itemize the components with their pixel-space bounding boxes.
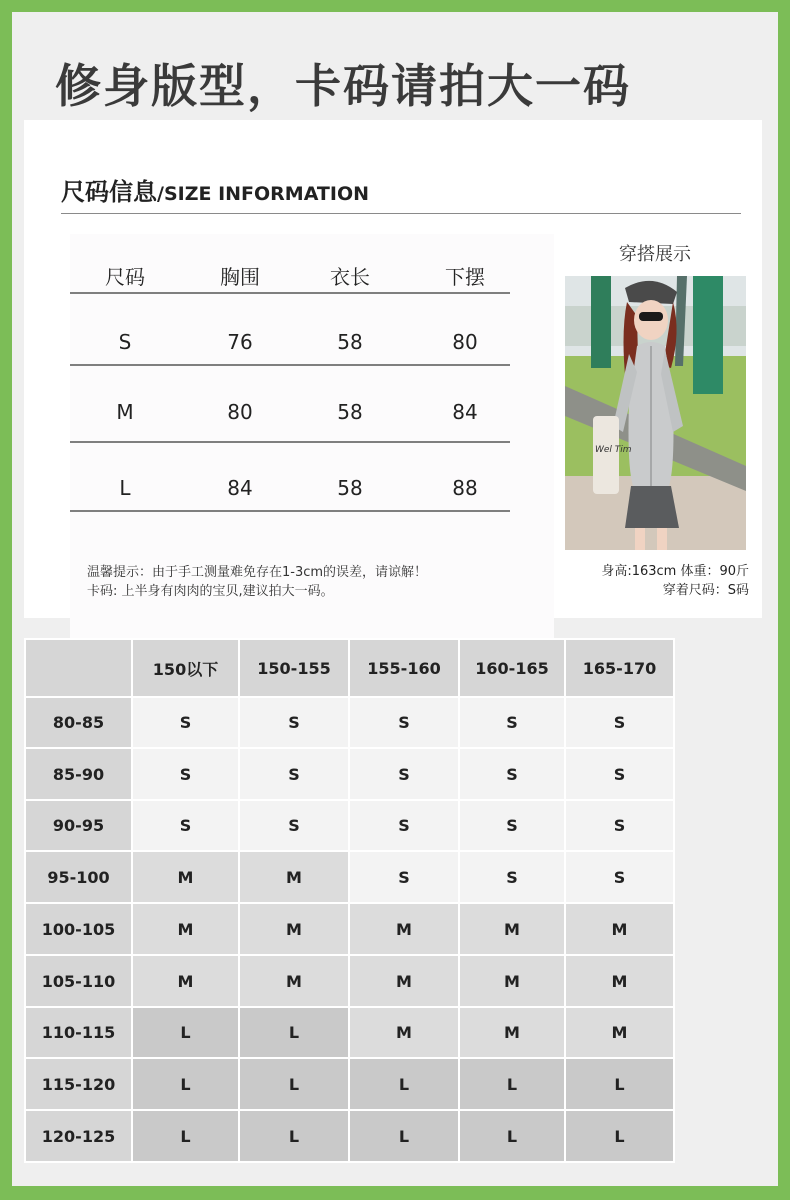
header-length: 衣长	[330, 265, 370, 289]
size-cell: M	[565, 1007, 674, 1058]
size-cell: M	[459, 1007, 565, 1058]
size-cell: M	[459, 955, 565, 1007]
size-cell: S	[565, 800, 674, 851]
weight-range: 110-115	[25, 1007, 132, 1058]
size-table-row	[25, 851, 674, 903]
weight-range: 120-125	[25, 1110, 132, 1162]
corner-cell	[25, 639, 132, 697]
row-length: 58	[337, 400, 363, 424]
table-rule	[70, 292, 510, 294]
table-rule	[70, 510, 510, 512]
height-header: 165-170	[565, 639, 674, 697]
size-cell: S	[239, 748, 349, 800]
size-table-body	[25, 639, 674, 1162]
size-cell: M	[239, 851, 349, 903]
size-cell: S	[459, 697, 565, 748]
height-header: 160-165	[459, 639, 565, 697]
height-header: 150以下	[132, 639, 239, 697]
note-advice: 卡码: 上半身有肉肉的宝贝,建议拍大一码。	[87, 584, 334, 599]
size-cell: M	[565, 903, 674, 955]
size-cell: M	[459, 903, 565, 955]
size-cell: L	[239, 1110, 349, 1162]
size-cell: M	[239, 955, 349, 1007]
size-cell: S	[349, 748, 459, 800]
size-cell: L	[349, 1110, 459, 1162]
section-title	[61, 172, 369, 207]
row-length: 58	[337, 476, 363, 500]
header-hem: 下摆	[445, 265, 485, 289]
size-cell: S	[459, 748, 565, 800]
size-cell: S	[349, 800, 459, 851]
weight-range: 85-90	[25, 748, 132, 800]
outfit-title: 穿搭展示	[619, 244, 691, 265]
size-cell: S	[459, 800, 565, 851]
size-table-row	[25, 955, 674, 1007]
size-cell: S	[349, 697, 459, 748]
size-table-row	[25, 1110, 674, 1162]
size-cell: L	[459, 1058, 565, 1110]
size-cell: L	[565, 1110, 674, 1162]
size-table-row	[25, 748, 674, 800]
row-chest: 84	[227, 476, 253, 500]
size-cell: L	[565, 1058, 674, 1110]
size-cell: M	[349, 903, 459, 955]
size-cell: S	[132, 800, 239, 851]
size-table-row	[25, 800, 674, 851]
model-illustration	[565, 276, 746, 550]
table-rule	[70, 441, 510, 443]
size-cell: M	[349, 1007, 459, 1058]
section-divider	[61, 213, 741, 214]
size-cell: L	[349, 1058, 459, 1110]
row-hem: 80	[452, 330, 478, 354]
size-cell: M	[349, 955, 459, 1007]
size-cell: S	[239, 800, 349, 851]
size-cell: S	[349, 851, 459, 903]
size-table-header-row	[25, 639, 674, 697]
size-cell: L	[132, 1058, 239, 1110]
row-size: L	[119, 476, 131, 500]
model-photo	[565, 276, 746, 550]
size-cell: S	[565, 697, 674, 748]
weight-range: 95-100	[25, 851, 132, 903]
weight-range: 100-105	[25, 903, 132, 955]
size-cell: M	[239, 903, 349, 955]
headline: 修身版型，卡码请拍大一码	[55, 59, 631, 113]
weight-range: 105-110	[25, 955, 132, 1007]
height-header: 155-160	[349, 639, 459, 697]
size-cell: L	[459, 1110, 565, 1162]
size-cell: L	[132, 1007, 239, 1058]
size-cell: M	[132, 955, 239, 1007]
header-size: 尺码	[105, 265, 145, 289]
model-stats: 身高:163cm 体重：90斤	[601, 564, 749, 579]
row-size: S	[118, 330, 132, 354]
weight-range: 80-85	[25, 697, 132, 748]
bag-text: Wel Tim	[595, 445, 632, 455]
note-tip: 温馨提示：由于手工测量难免存在1-3cm的误差，请谅解！	[87, 565, 428, 580]
size-table-row	[25, 1007, 674, 1058]
model-size-worn: 穿着尺码：S码	[662, 583, 749, 598]
size-cell: S	[132, 697, 239, 748]
row-hem: 84	[452, 400, 478, 424]
section-title-en: /SIZE INFORMATION	[157, 183, 370, 205]
size-note	[87, 563, 427, 601]
size-cell: S	[132, 748, 239, 800]
size-cell: S	[239, 697, 349, 748]
header-chest: 胸围	[220, 265, 260, 289]
model-caption	[569, 562, 749, 600]
height-header: 150-155	[239, 639, 349, 697]
table-rule	[70, 364, 510, 366]
row-chest: 76	[227, 330, 253, 354]
size-cell: L	[239, 1007, 349, 1058]
section-title-cn: 尺码信息	[61, 178, 157, 206]
size-cell: S	[459, 851, 565, 903]
weight-range: 115-120	[25, 1058, 132, 1110]
size-recommendation-table	[24, 638, 675, 1163]
size-cell: S	[565, 748, 674, 800]
row-chest: 80	[227, 400, 253, 424]
size-cell: M	[565, 955, 674, 1007]
row-size: M	[116, 400, 134, 424]
size-cell: M	[132, 903, 239, 955]
row-hem: 88	[452, 476, 478, 500]
size-table-row	[25, 1058, 674, 1110]
size-cell: S	[565, 851, 674, 903]
size-table-row	[25, 903, 674, 955]
size-cell: M	[132, 851, 239, 903]
size-cell: L	[239, 1058, 349, 1110]
size-table-row	[25, 697, 674, 748]
size-cell: L	[132, 1110, 239, 1162]
row-length: 58	[337, 330, 363, 354]
size-info-card	[24, 120, 762, 618]
measurement-header-row	[70, 256, 530, 294]
weight-range: 90-95	[25, 800, 132, 851]
